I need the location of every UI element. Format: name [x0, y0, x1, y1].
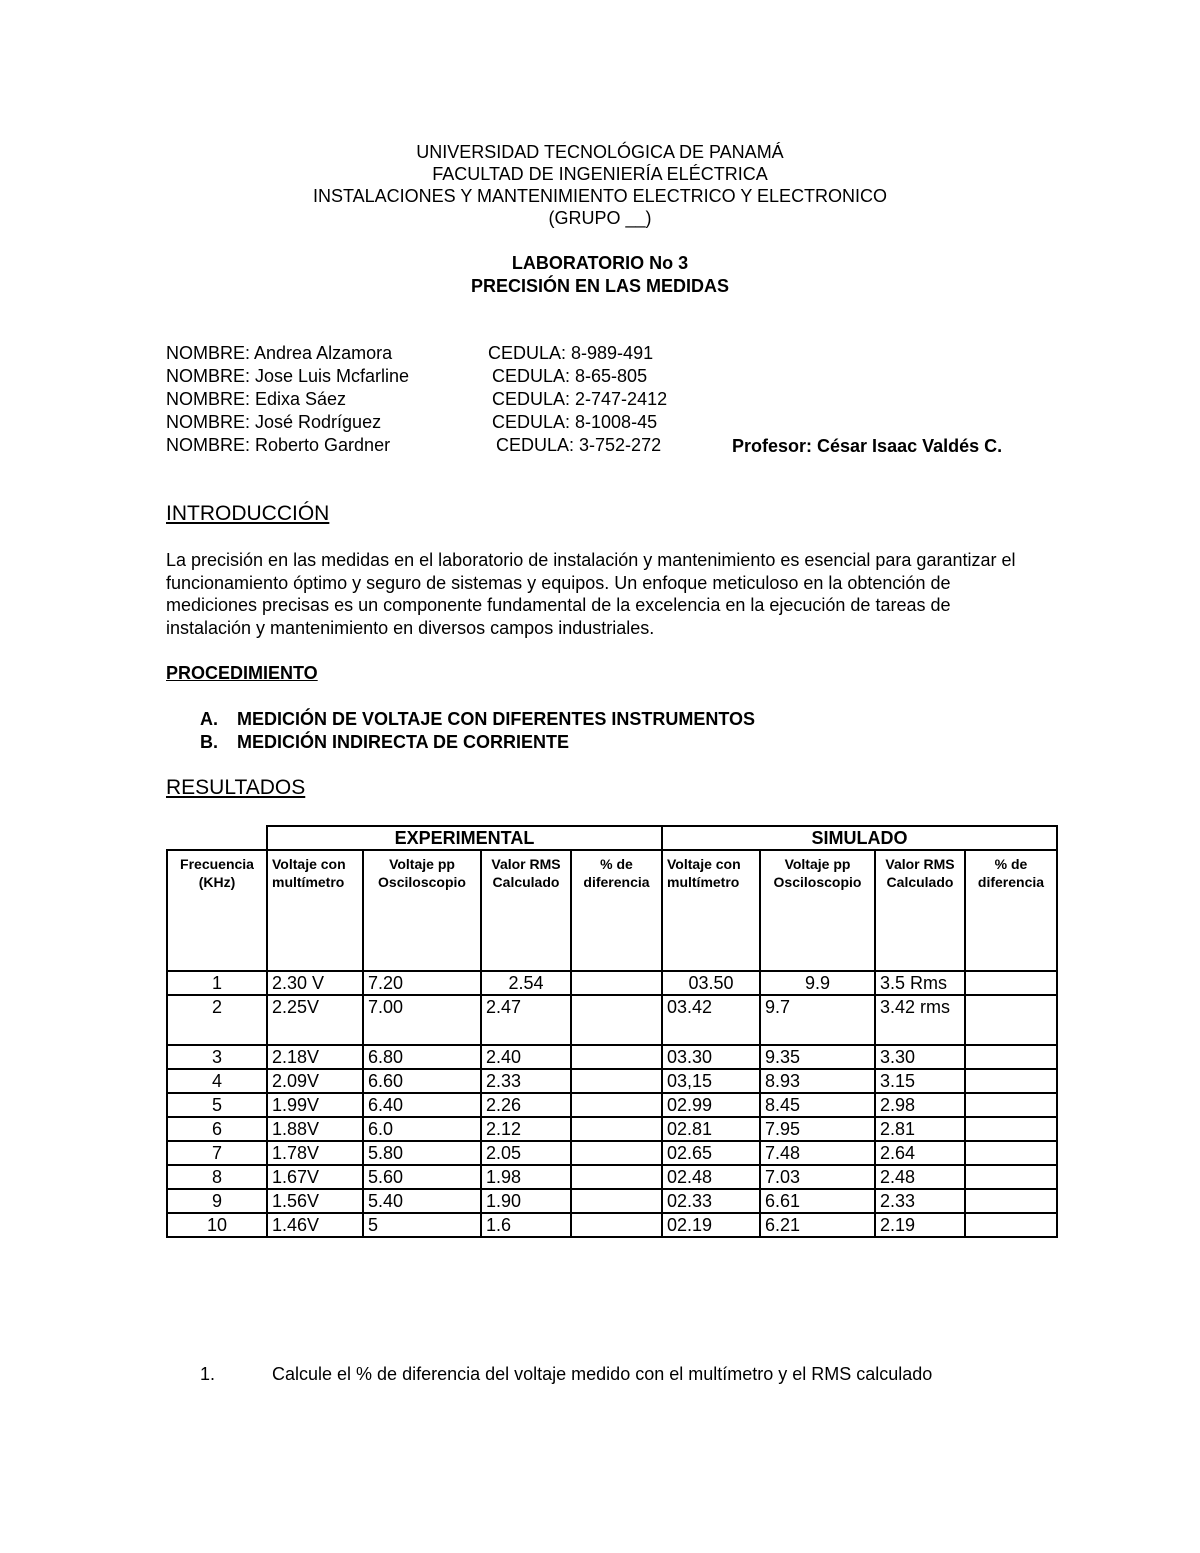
table-cell: 2.98 — [875, 1093, 965, 1117]
table-cell: 02.65 — [662, 1141, 760, 1165]
table-cell: 2.18V — [267, 1045, 363, 1069]
table-cell: 9 — [167, 1189, 267, 1213]
table-cell: 1.88V — [267, 1117, 363, 1141]
student-name: NOMBRE: Roberto Gardner — [166, 435, 391, 455]
column-header: Valor RMS Calculado — [875, 850, 965, 971]
table-cell: 2.05 — [481, 1141, 571, 1165]
table-cell: 02.99 — [662, 1093, 760, 1117]
table-row — [167, 1093, 1057, 1117]
question-text: Calcule el % de diferencia del voltaje medido con el multímetro y el RMS calculado — [272, 1364, 933, 1384]
table-cell: 03.42 — [662, 995, 760, 1045]
column-header: % de diferencia — [965, 850, 1057, 971]
table-cell: 8.45 — [760, 1093, 875, 1117]
student-cedula: CEDULA: 3-752-272 — [496, 435, 662, 455]
table-cell — [965, 1117, 1057, 1141]
column-header: Voltaje con multímetro — [662, 850, 760, 971]
procedure-heading: PROCEDIMIENTO — [166, 663, 318, 683]
table-cell — [571, 1093, 662, 1117]
table-cell: 9.35 — [760, 1045, 875, 1069]
intro-paragraph: La precisión en las medidas en el laboratorio de instalación y mantenimiento es esencial para garantizar el funcionamiento óptimo y seguro de sistemas y equipos. Un enfoque meticuloso en la obtención de mediciones precisas es un componente fundamental de la excelencia en la ejecución de tareas de instalación y mantenimiento en diversos campos industriales. — [166, 550, 1016, 638]
table-row — [167, 1045, 1057, 1069]
course-name: INSTALACIONES Y MANTENIMIENTO ELECTRICO Y ELECTRONICO — [312, 186, 888, 206]
student-name: NOMBRE: Edixa Sáez — [166, 389, 347, 409]
table-cell — [571, 1045, 662, 1069]
table-cell: 4 — [167, 1069, 267, 1093]
table-row — [167, 1165, 1057, 1189]
table-cell: 5.60 — [363, 1165, 481, 1189]
table-cell: 02.81 — [662, 1117, 760, 1141]
table-row — [167, 971, 1057, 995]
table-cell — [571, 1189, 662, 1213]
table-cell: 7.20 — [363, 971, 481, 995]
table-cell: 2.30 V — [267, 971, 363, 995]
table-cell: 1.56V — [267, 1189, 363, 1213]
student-cedula: CEDULA: 8-1008-45 — [492, 412, 658, 432]
table-cell — [965, 1093, 1057, 1117]
student-name: NOMBRE: Jose Luis Mcfarline — [166, 366, 410, 386]
table-cell: 02.19 — [662, 1213, 760, 1237]
experimental-group-header: EXPERIMENTAL — [267, 826, 662, 850]
table-cell: 2.47 — [481, 995, 571, 1045]
student-cedula: CEDULA: 8-65-805 — [492, 366, 648, 386]
column-header: Voltaje con multímetro — [267, 850, 363, 971]
table-cell: 1.6 — [481, 1213, 571, 1237]
table-cell: 2.19 — [875, 1213, 965, 1237]
table-cell — [571, 1141, 662, 1165]
table-cell: 02.33 — [662, 1189, 760, 1213]
procedure-letter: A. — [200, 709, 218, 729]
table-cell: 3.5 Rms — [875, 971, 965, 995]
table-cell — [965, 1141, 1057, 1165]
table-cell: 3 — [167, 1045, 267, 1069]
table-cell: 8 — [167, 1165, 267, 1189]
table-cell — [965, 1189, 1057, 1213]
column-header: Voltaje pp Osciloscopio — [363, 850, 481, 971]
table-cell: 3.30 — [875, 1045, 965, 1069]
table-cell: 6.21 — [760, 1213, 875, 1237]
student-cedula: CEDULA: 2-747-2412 — [492, 389, 668, 409]
table-row — [167, 1141, 1057, 1165]
table-cell: 5 — [363, 1213, 481, 1237]
professor-name: Profesor: César Isaac Valdés C. — [732, 436, 1003, 456]
table-cell: 2.33 — [481, 1069, 571, 1093]
table-cell: 03,15 — [662, 1069, 760, 1093]
table-cell: 2.25V — [267, 995, 363, 1045]
column-header: Frecuencia (KHz) — [167, 850, 267, 971]
table-cell: 7.48 — [760, 1141, 875, 1165]
table-cell — [571, 971, 662, 995]
table-cell: 2.33 — [875, 1189, 965, 1213]
table-cell: 6.80 — [363, 1045, 481, 1069]
table-cell — [965, 995, 1057, 1045]
table-cell: 1.99V — [267, 1093, 363, 1117]
table-cell — [965, 1069, 1057, 1093]
university-name: UNIVERSIDAD TECNOLÓGICA DE PANAMÁ — [416, 142, 784, 162]
table-cell — [571, 1213, 662, 1237]
table-cell: 8.93 — [760, 1069, 875, 1093]
student-name: NOMBRE: Andrea Alzamora — [166, 343, 393, 363]
column-header: Voltaje pp Osciloscopio — [760, 850, 875, 971]
table-cell — [965, 1045, 1057, 1069]
table-cell — [965, 1213, 1057, 1237]
table-cell: 1.78V — [267, 1141, 363, 1165]
table-cell: 7.95 — [760, 1117, 875, 1141]
table-cell: 2.54 — [481, 971, 571, 995]
lab-subtitle: PRECISIÓN EN LAS MEDIDAS — [470, 276, 730, 296]
procedure-item: MEDICIÓN DE VOLTAJE CON DIFERENTES INSTRUMENTOS — [237, 709, 756, 729]
table-cell — [571, 995, 662, 1045]
table-cell: 2.48 — [875, 1165, 965, 1189]
table-column-header-row — [167, 850, 1057, 971]
table-cell: 6.61 — [760, 1189, 875, 1213]
table-cell — [571, 1117, 662, 1141]
table-cell: 3.42 rms — [875, 995, 965, 1045]
group-label: (GRUPO __) — [548, 208, 652, 228]
table-cell: 5.40 — [363, 1189, 481, 1213]
procedure-letter: B. — [200, 732, 218, 752]
table-cell: 9.7 — [760, 995, 875, 1045]
lab-title: LABORATORIO No 3 — [511, 253, 689, 273]
table-cell: 7.03 — [760, 1165, 875, 1189]
table-cell: 5 — [167, 1093, 267, 1117]
table-cell: 1 — [167, 971, 267, 995]
results-heading: RESULTADOS — [166, 776, 306, 799]
table-cell: 2.81 — [875, 1117, 965, 1141]
table-cell: 5.80 — [363, 1141, 481, 1165]
table-cell: 3.15 — [875, 1069, 965, 1093]
procedure-item: MEDICIÓN INDIRECTA DE CORRIENTE — [237, 732, 570, 752]
table-cell: 1.98 — [481, 1165, 571, 1189]
table-row — [167, 995, 1057, 1045]
question-number: 1. — [200, 1364, 216, 1384]
table-cell: 1.46V — [267, 1213, 363, 1237]
table-cell: 6.40 — [363, 1093, 481, 1117]
student-name: NOMBRE: José Rodríguez — [166, 412, 382, 432]
table-corner-cell — [167, 826, 267, 850]
table-cell: 02.48 — [662, 1165, 760, 1189]
table-cell: 1.90 — [481, 1189, 571, 1213]
table-cell: 2.64 — [875, 1141, 965, 1165]
table-row — [167, 1213, 1057, 1237]
table-group-header-row — [167, 826, 1057, 850]
table-cell: 2.40 — [481, 1045, 571, 1069]
table-cell: 7.00 — [363, 995, 481, 1045]
column-header: % de diferencia — [571, 850, 662, 971]
results-table — [166, 825, 1058, 1238]
table-cell: 2.09V — [267, 1069, 363, 1093]
faculty-name: FACULTAD DE INGENIERÍA ELÉCTRICA — [432, 164, 768, 184]
table-cell: 03.50 — [662, 971, 760, 995]
table-cell: 03.30 — [662, 1045, 760, 1069]
table-cell: 6.0 — [363, 1117, 481, 1141]
table-cell — [571, 1165, 662, 1189]
column-header: Valor RMS Calculado — [481, 850, 571, 971]
student-cedula: CEDULA: 8-989-491 — [488, 343, 654, 363]
table-cell: 2.26 — [481, 1093, 571, 1117]
table-cell: 10 — [167, 1213, 267, 1237]
table-cell: 1.67V — [267, 1165, 363, 1189]
table-row — [167, 1117, 1057, 1141]
table-cell: 2.12 — [481, 1117, 571, 1141]
table-cell: 9.9 — [760, 971, 875, 995]
table-cell: 2 — [167, 995, 267, 1045]
simulado-group-header: SIMULADO — [662, 826, 1057, 850]
table-cell: 6 — [167, 1117, 267, 1141]
table-row — [167, 1189, 1057, 1213]
table-cell — [965, 971, 1057, 995]
table-cell: 6.60 — [363, 1069, 481, 1093]
table-cell — [571, 1069, 662, 1093]
table-cell: 7 — [167, 1141, 267, 1165]
table-cell — [965, 1165, 1057, 1189]
intro-heading: INTRODUCCIÓN — [166, 502, 330, 525]
table-row — [167, 1069, 1057, 1093]
